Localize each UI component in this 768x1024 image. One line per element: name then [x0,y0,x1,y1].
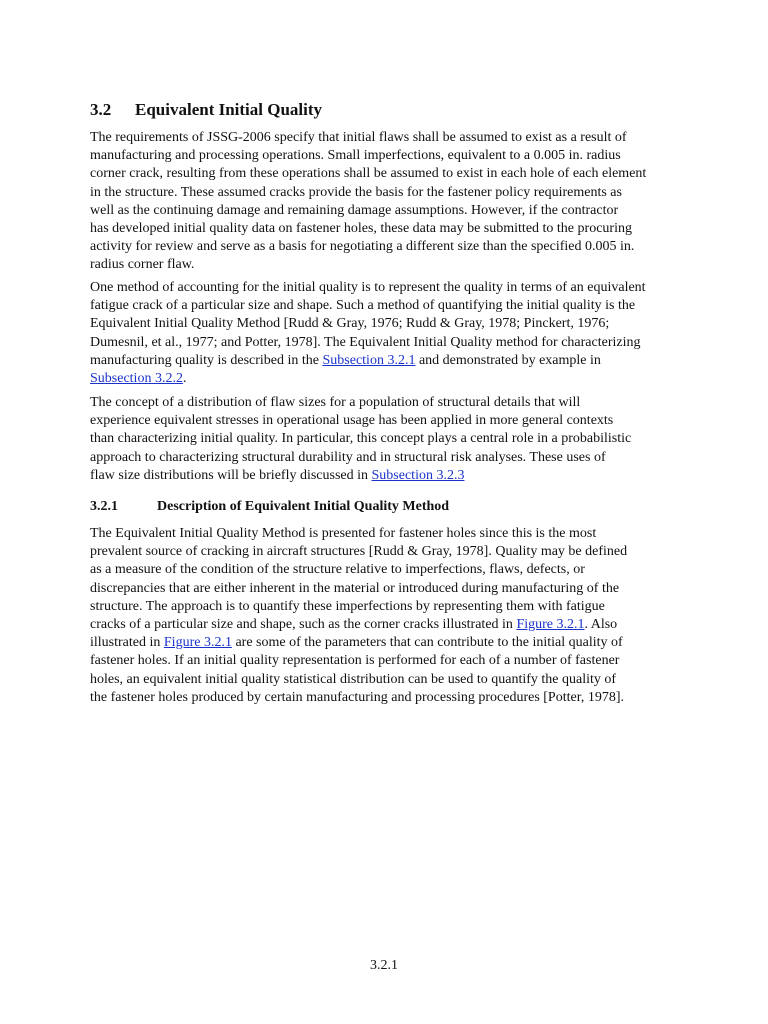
paragraph-2 [90,279,682,388]
paragraph-3 [90,394,682,485]
text-line: prevalent source of cracking in aircraft structures [Rudd & Gray, 1978]. Quality may be defined [90,544,628,560]
text-line: manufacturing and processing operations. Small imperfections, equivalent to a 0.005 in. radius [90,148,621,164]
text-line [90,634,682,652]
subsection-3-2-3-link[interactable]: Subsection 3.2.3 [371,467,465,483]
text-line: Dumesnil, et al., 1977; and Potter, 1978]. The Equivalent Initial Quality method for characterizing [90,334,641,350]
paragraph-1 [90,129,682,275]
section-heading [90,100,322,120]
figure-3-2-1-link[interactable]: Figure 3.2.1 [516,617,585,633]
text-fragment: flaw size distributions will be briefly discussed in [90,467,372,483]
text-line: well as the continuing damage and remaining damage assumptions. However, if the contractor [90,202,619,218]
text-line: radius corner flaw. [90,257,195,273]
text-line: The Equivalent Initial Quality Method is presented for fastener holes since this is the most [90,526,597,541]
text-line: fatigue crack of a particular size and shape. Such a method of quantifying the initial quality is the [90,298,636,314]
paragraph-4 [90,525,682,707]
section-title: Equivalent Initial Quality [135,100,323,119]
text-line [90,616,682,634]
subsection-heading [90,499,449,515]
text-line: fastener holes. If an initial quality representation is performed for each of a number of fastener [90,653,620,669]
text-line: activity for review and serve as a basis for negotiating a different size than the specified 0.005 in. [90,239,635,255]
text-line: discrepancies that are either inherent in the material or introduced during manufacturing of the [90,580,620,596]
page-number: 3.2.1 [370,958,398,973]
text-line: the fastener holes produced by certain manufacturing and processing procedures [Potter, 1978]. [90,689,624,705]
subsection-title: Description of Equivalent Initial Quality Method [157,499,450,514]
text-fragment: manufacturing quality is described in the [90,352,323,368]
text-fragment: . Also [584,617,618,633]
subsection-3-2-1-link[interactable]: Subsection 3.2.1 [322,352,416,368]
text-line: holes, an equivalent initial quality statistical distribution can be used to quantify the quality of [90,671,617,687]
text-line: as a measure of the condition of the structure relative to imperfections, flaws, defects, or [90,562,585,578]
text-fragment: . [182,371,187,387]
text-line: Equivalent Initial Quality Method [Rudd & Gray, 1976; Rudd & Gray, 1978; Pinckert, 1976; [90,316,610,332]
text-line: in the structure. These assumed cracks provide the basis for the fastener policy requirements as [90,184,622,200]
text-line: structure. The approach is to quantify these imperfections by representing them with fatigue [90,598,605,614]
text-line: experience equivalent stresses in operational usage has been applied in more general contexts [90,413,614,429]
text-line: corner crack, resulting from these operations shall be assumed to exist in each hole of each element [90,166,647,182]
text-line: approach to characterizing structural durability and in structural risk analyses. These uses of [90,449,606,465]
text-line: than characterizing initial quality. In particular, this concept plays a central role in a probabilistic [90,431,632,447]
subsection-number: 3.2.1 [90,499,118,514]
text-fragment: are some of the parameters that can contribute to the initial quality of [231,635,623,651]
text-line [90,370,682,388]
text-fragment: and demonstrated by example in [415,352,601,368]
text-line [90,467,682,485]
text-line: The concept of a distribution of flaw sizes for a population of structural details that will [90,395,581,410]
text-line [90,352,682,370]
text-line: The requirements of JSSG-2006 specify that initial flaws shall be assumed to exist as a result of [90,130,627,145]
text-line: One method of accounting for the initial quality is to represent the quality in terms of an equivalent [90,280,646,295]
text-line: has developed initial quality data on fastener holes, these data may be submitted to the procuring [90,221,632,237]
text-fragment: cracks of a particular size and shape, such as the corner cracks illustrated in [90,617,517,633]
subsection-3-2-2-link[interactable]: Subsection 3.2.2 [90,371,183,387]
text-fragment: illustrated in [90,635,164,651]
section-number: 3.2 [90,100,112,119]
figure-3-2-1-link[interactable]: Figure 3.2.1 [163,635,232,651]
